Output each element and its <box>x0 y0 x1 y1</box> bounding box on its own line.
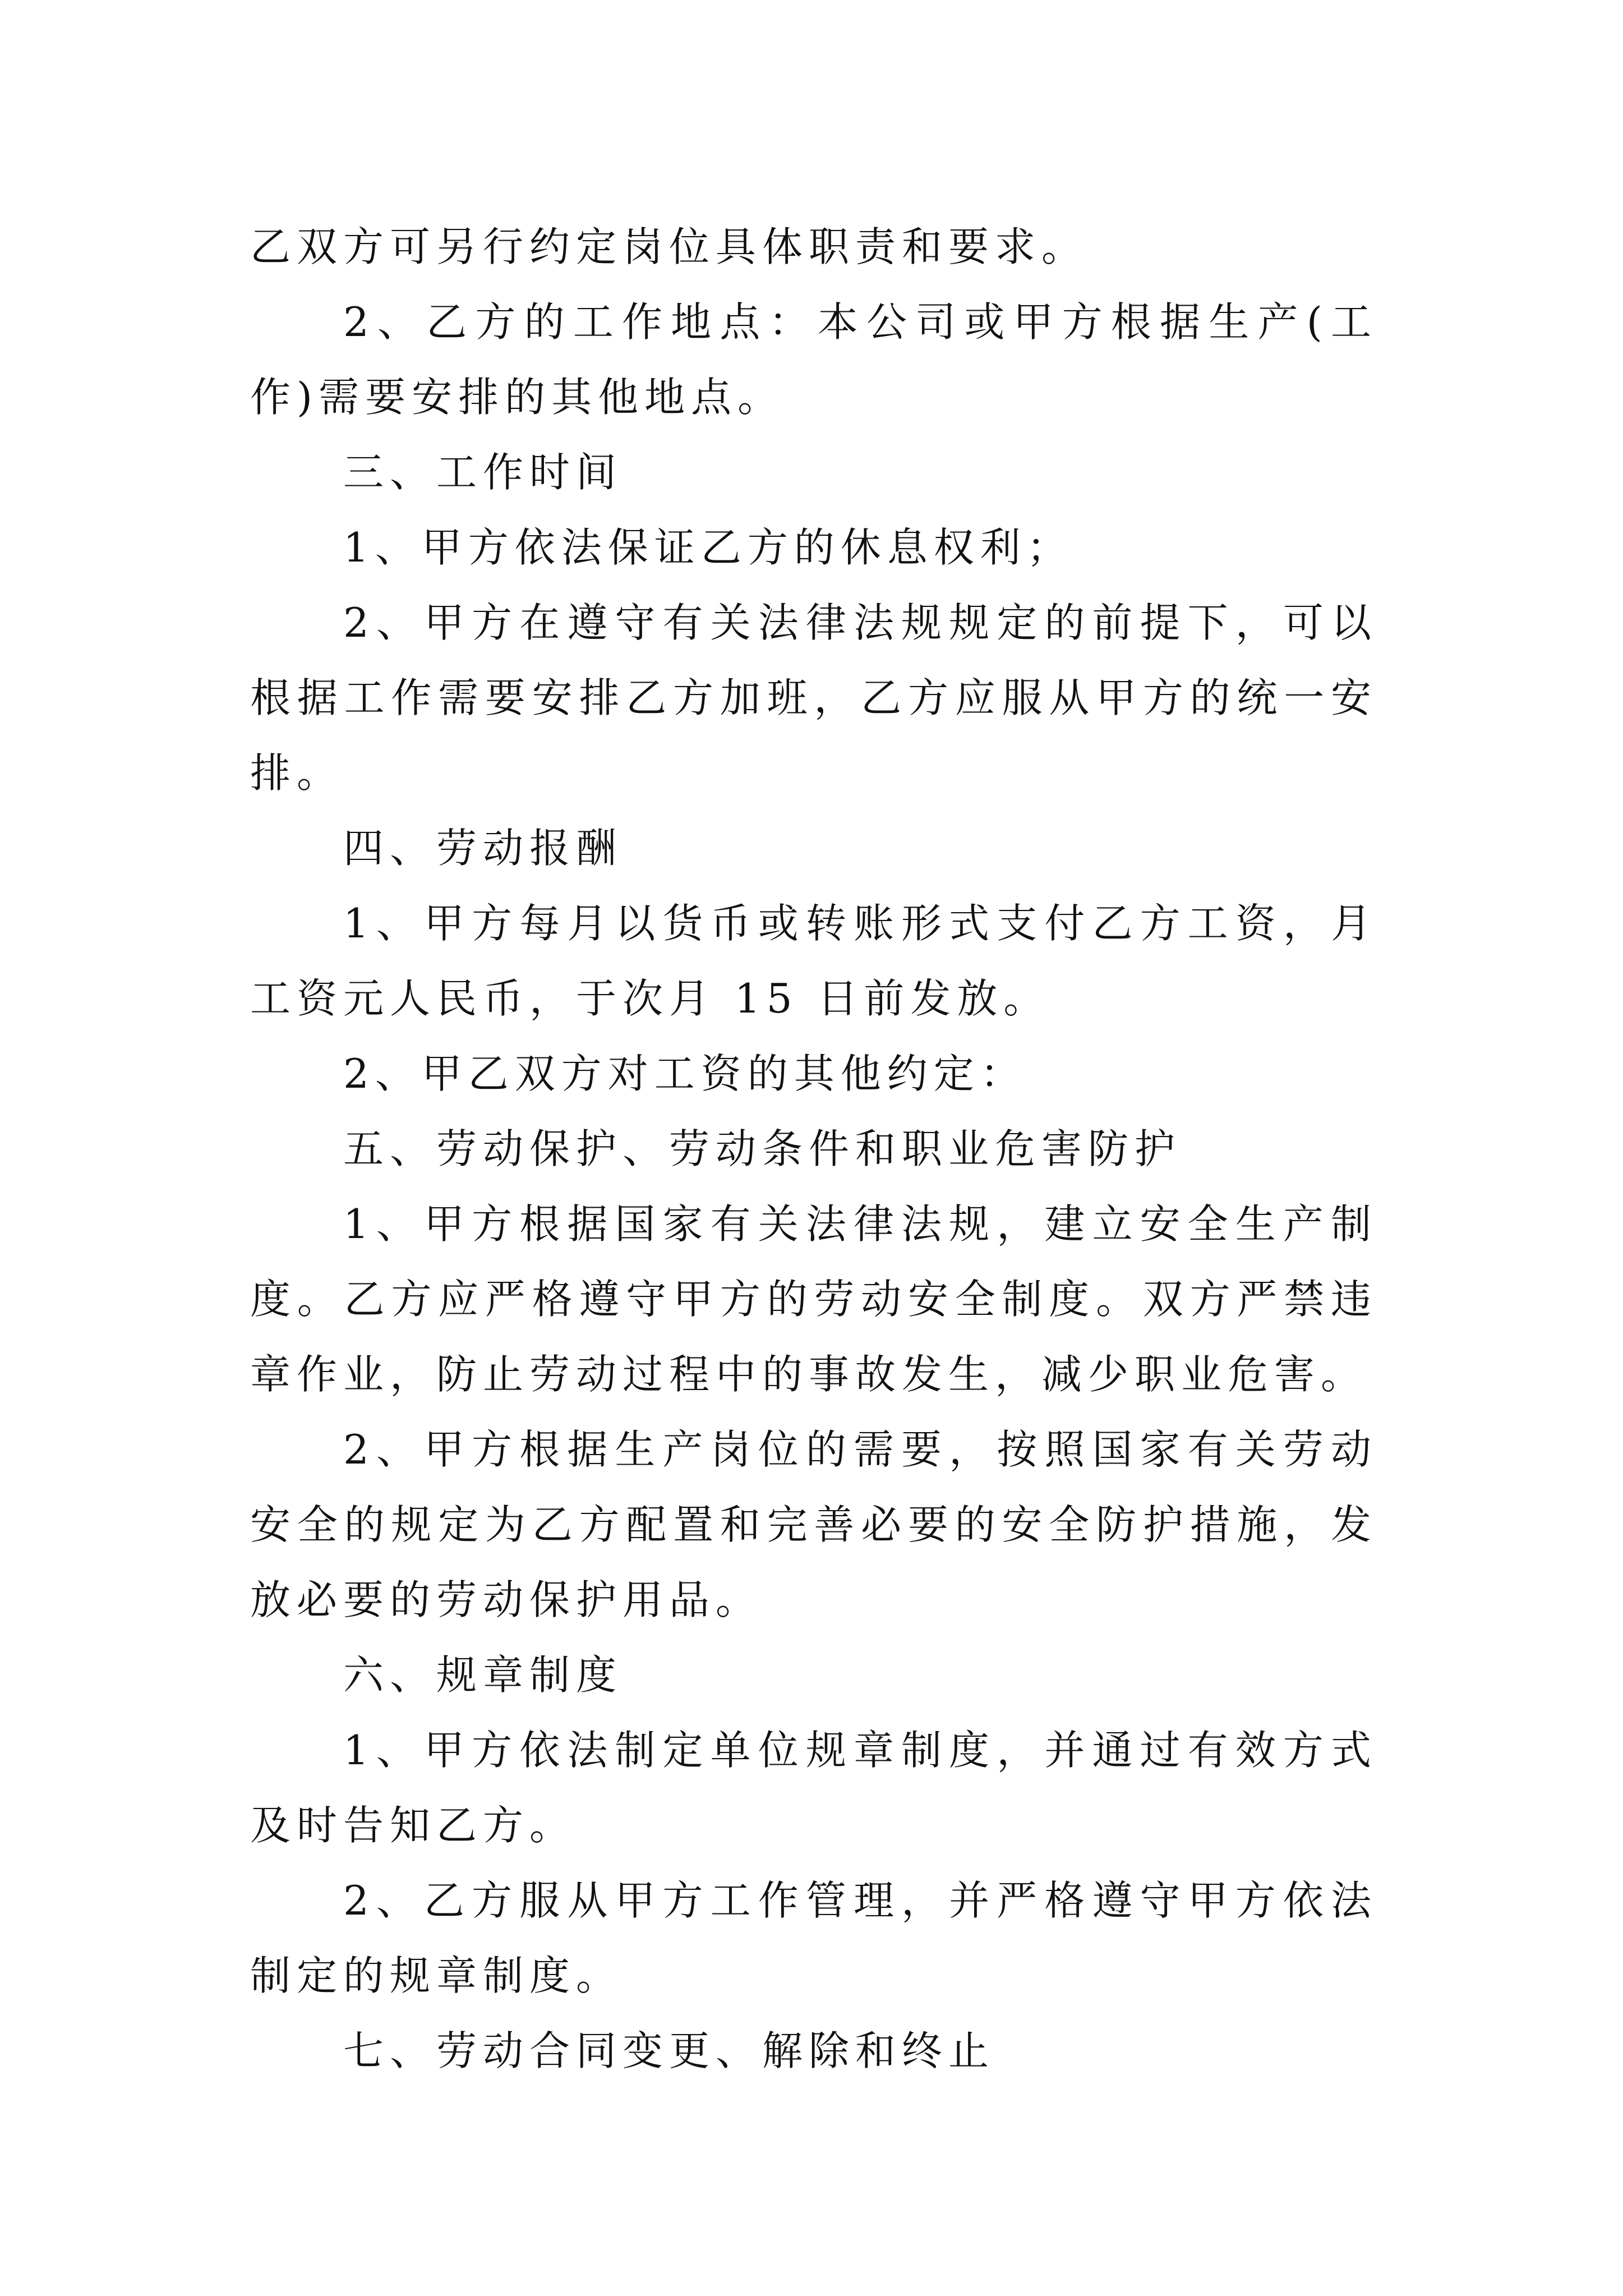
section-heading-rules: 六、规章制度 <box>343 1651 623 1699</box>
paragraph-overtime: 2、甲方在遵守有关法律法规规定的前提下，可以根据工作需要安排乙方加班，乙方应服从甲方的统一安排。 <box>250 599 1377 797</box>
paragraph-work-location: 2、乙方的工作地点：本公司或甲方根据生产(工作)需要安排的其他地点。 <box>250 298 1377 421</box>
section-heading-labor-protection: 五、劳动保护、劳动条件和职业危害防护 <box>343 1125 1182 1172</box>
paragraph-rules-notice: 1、甲方依法制定单位规章制度，并通过有效方式及时告知乙方。 <box>250 1727 1377 1849</box>
section-heading-work-hours: 三、工作时间 <box>343 449 623 496</box>
paragraph-monthly-salary: 1、甲方每月以货币或转账形式支付乙方工资，月工资元人民币，于次月 15 日前发放。 <box>250 900 1377 1022</box>
paragraph-continuation: 乙双方可另行约定岗位具体职责和要求。 <box>250 223 1089 270</box>
section-heading-contract-change: 七、劳动合同变更、解除和终止 <box>343 2027 995 2074</box>
section-heading-remuneration: 四、劳动报酬 <box>343 825 623 872</box>
paragraph-safety-system: 1、甲方根据国家有关法律法规，建立安全生产制度。乙方应严格遵守甲方的劳动安全制度。双方严禁违章作业，防止劳动过程中的事故发生，减少职业危害。 <box>250 1200 1377 1398</box>
paragraph-protective-measures: 2、甲方根据生产岗位的需要，按照国家有关劳动安全的规定为乙方配置和完善必要的安全防护措施，发放必要的劳动保护用品。 <box>250 1426 1377 1623</box>
paragraph-rules-compliance: 2、乙方服从甲方工作管理，并严格遵守甲方依法制定的规章制度。 <box>250 1877 1377 1999</box>
paragraph-salary-other: 2、甲乙双方对工资的其他约定： <box>343 1050 1027 1097</box>
document-body <box>250 209 1377 2088</box>
paragraph-rest-rights: 1、甲方依法保证乙方的休息权利； <box>343 524 1073 571</box>
